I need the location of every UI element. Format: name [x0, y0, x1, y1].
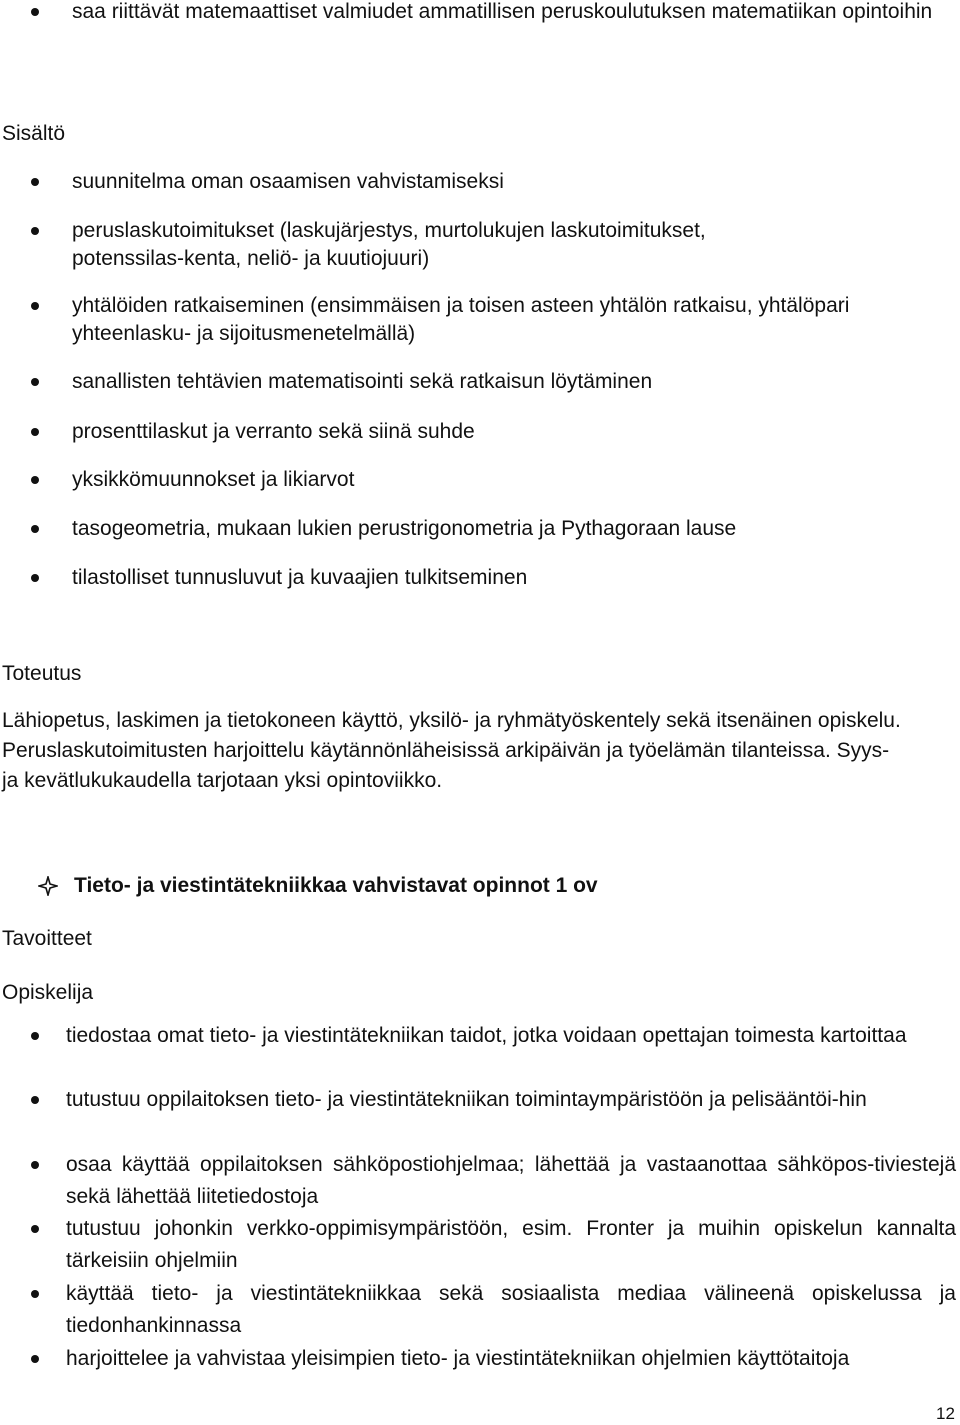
list-item-text: suunnitelma oman osaamisen vahvistamiseksi: [72, 170, 504, 193]
list-item-text: tutustuu johonkin verkko-oppimisympäristöön, esim. Fronter ja muihin opiskelun kannalta tärkeisiin ohjelmiin: [66, 1217, 956, 1272]
tavoitteet-heading: Tavoitteet: [2, 927, 92, 950]
bullet-icon: [31, 574, 39, 582]
bullet-icon: [31, 1096, 39, 1104]
tvt-item-2: [0, 1149, 960, 1213]
list-item-text: osaa käyttää oppilaitoksen sähköpostiohjelmaa; lähettää ja vastaanottaa sähköpos-tiviestejä sekä lähettää liitetiedostoja: [66, 1153, 956, 1208]
list-item-text: saa riittävät matemaattiset valmiudet ammatillisen peruskoulutuksen matematiikan opintoihin: [72, 0, 933, 23]
sisalto-item-3: [0, 368, 960, 396]
section-heading-sisalto: Sisältö: [2, 122, 66, 145]
bullet-icon: [31, 428, 39, 436]
toteutus-paragraph: Lähiopetus, laskimen ja tietokoneen käyttö, yksilö- ja ryhmätyöskentely sekä itsenäinen opiskelu. Peruslaskutoimitusten harjoittelu käytännönläheisissä arkipäivän ja työelämän tilanteissa. Syys- ja kevätlukukaudella tarjotaan yksi opintoviikko.: [2, 709, 901, 792]
sisalto-item-7: [0, 564, 960, 592]
list-item-text: yhtälöiden ratkaiseminen (ensimmäisen ja toisen asteen yhtälön ratkaisu, yhtälöpari yhteenlasku- ja sijoitusmenetelmällä): [72, 294, 850, 345]
bullet-icon: [31, 378, 39, 386]
bullet-icon: [31, 1290, 39, 1298]
bullet-icon: [31, 1225, 39, 1233]
section-title: [38, 872, 598, 900]
sisalto-item-5: [0, 466, 960, 494]
list-item-text: tutustuu oppilaitoksen tieto- ja viestintätekniikan toimintaympäristöön ja pelisääntöi-hin: [66, 1088, 867, 1111]
tvt-item-0: [0, 1020, 960, 1052]
sisalto-item-6: [0, 515, 960, 543]
list-item-text: sanallisten tehtävien matematisointi sekä ratkaisun löytäminen: [72, 370, 653, 393]
bullet-icon: [31, 8, 39, 16]
bullet-icon: [31, 1161, 39, 1169]
list-item-text: peruslaskutoimitukset (laskujärjestys, murtolukujen laskutoimitukset, potenssilas-kenta, neliö- ja kuutiojuuri): [72, 219, 706, 270]
sisalto-item-2: [0, 292, 960, 348]
bullet-icon: [31, 227, 39, 235]
sisalto-item-0: [0, 168, 960, 196]
list-item-text: tasogeometria, mukaan lukien perustrigonometria ja Pythagoraan lause: [72, 517, 737, 540]
bullet-icon: [31, 1355, 39, 1363]
bullet-icon: [31, 302, 39, 310]
bullet-icon: [31, 178, 39, 186]
bullet-icon: [31, 1032, 39, 1040]
sisalto-item-4: [0, 418, 960, 446]
list-item-text: prosenttilaskut ja verranto sekä siinä suhde: [72, 420, 475, 443]
sisalto-item-1: [0, 217, 960, 273]
top-list-item: [0, 0, 960, 26]
tvt-item-5: [0, 1343, 960, 1375]
tvt-item-3: [0, 1213, 960, 1277]
list-item-text: tilastolliset tunnusluvut ja kuvaajien tulkitseminen: [72, 566, 528, 589]
bullet-icon: [31, 525, 39, 533]
section-heading-toteutus: Toteutus: [2, 662, 82, 685]
list-item-text: harjoittelee ja vahvistaa yleisimpien tieto- ja viestintätekniikan ohjelmien käyttötaitoja: [66, 1347, 850, 1370]
diamond-bullet-icon: [38, 876, 58, 896]
list-item-text: käyttää tieto- ja viestintätekniikkaa sekä sosiaalista mediaa välineenä opiskelussa ja tiedonhankinnassa: [66, 1282, 956, 1337]
page-number: 12: [936, 1404, 955, 1423]
tvt-item-4: [0, 1278, 960, 1342]
bullet-icon: [31, 476, 39, 484]
section-title-text: Tieto- ja viestintätekniikkaa vahvistavat opinnot 1 ov: [74, 874, 598, 897]
opiskelija-heading: Opiskelija: [2, 981, 94, 1004]
tvt-item-1: [0, 1084, 960, 1116]
list-item-text: tiedostaa omat tieto- ja viestintätekniikan taidot, jotka voidaan opettajan toimesta kartoittaa: [66, 1024, 907, 1047]
list-item-text: yksikkömuunnokset ja likiarvot: [72, 468, 355, 491]
